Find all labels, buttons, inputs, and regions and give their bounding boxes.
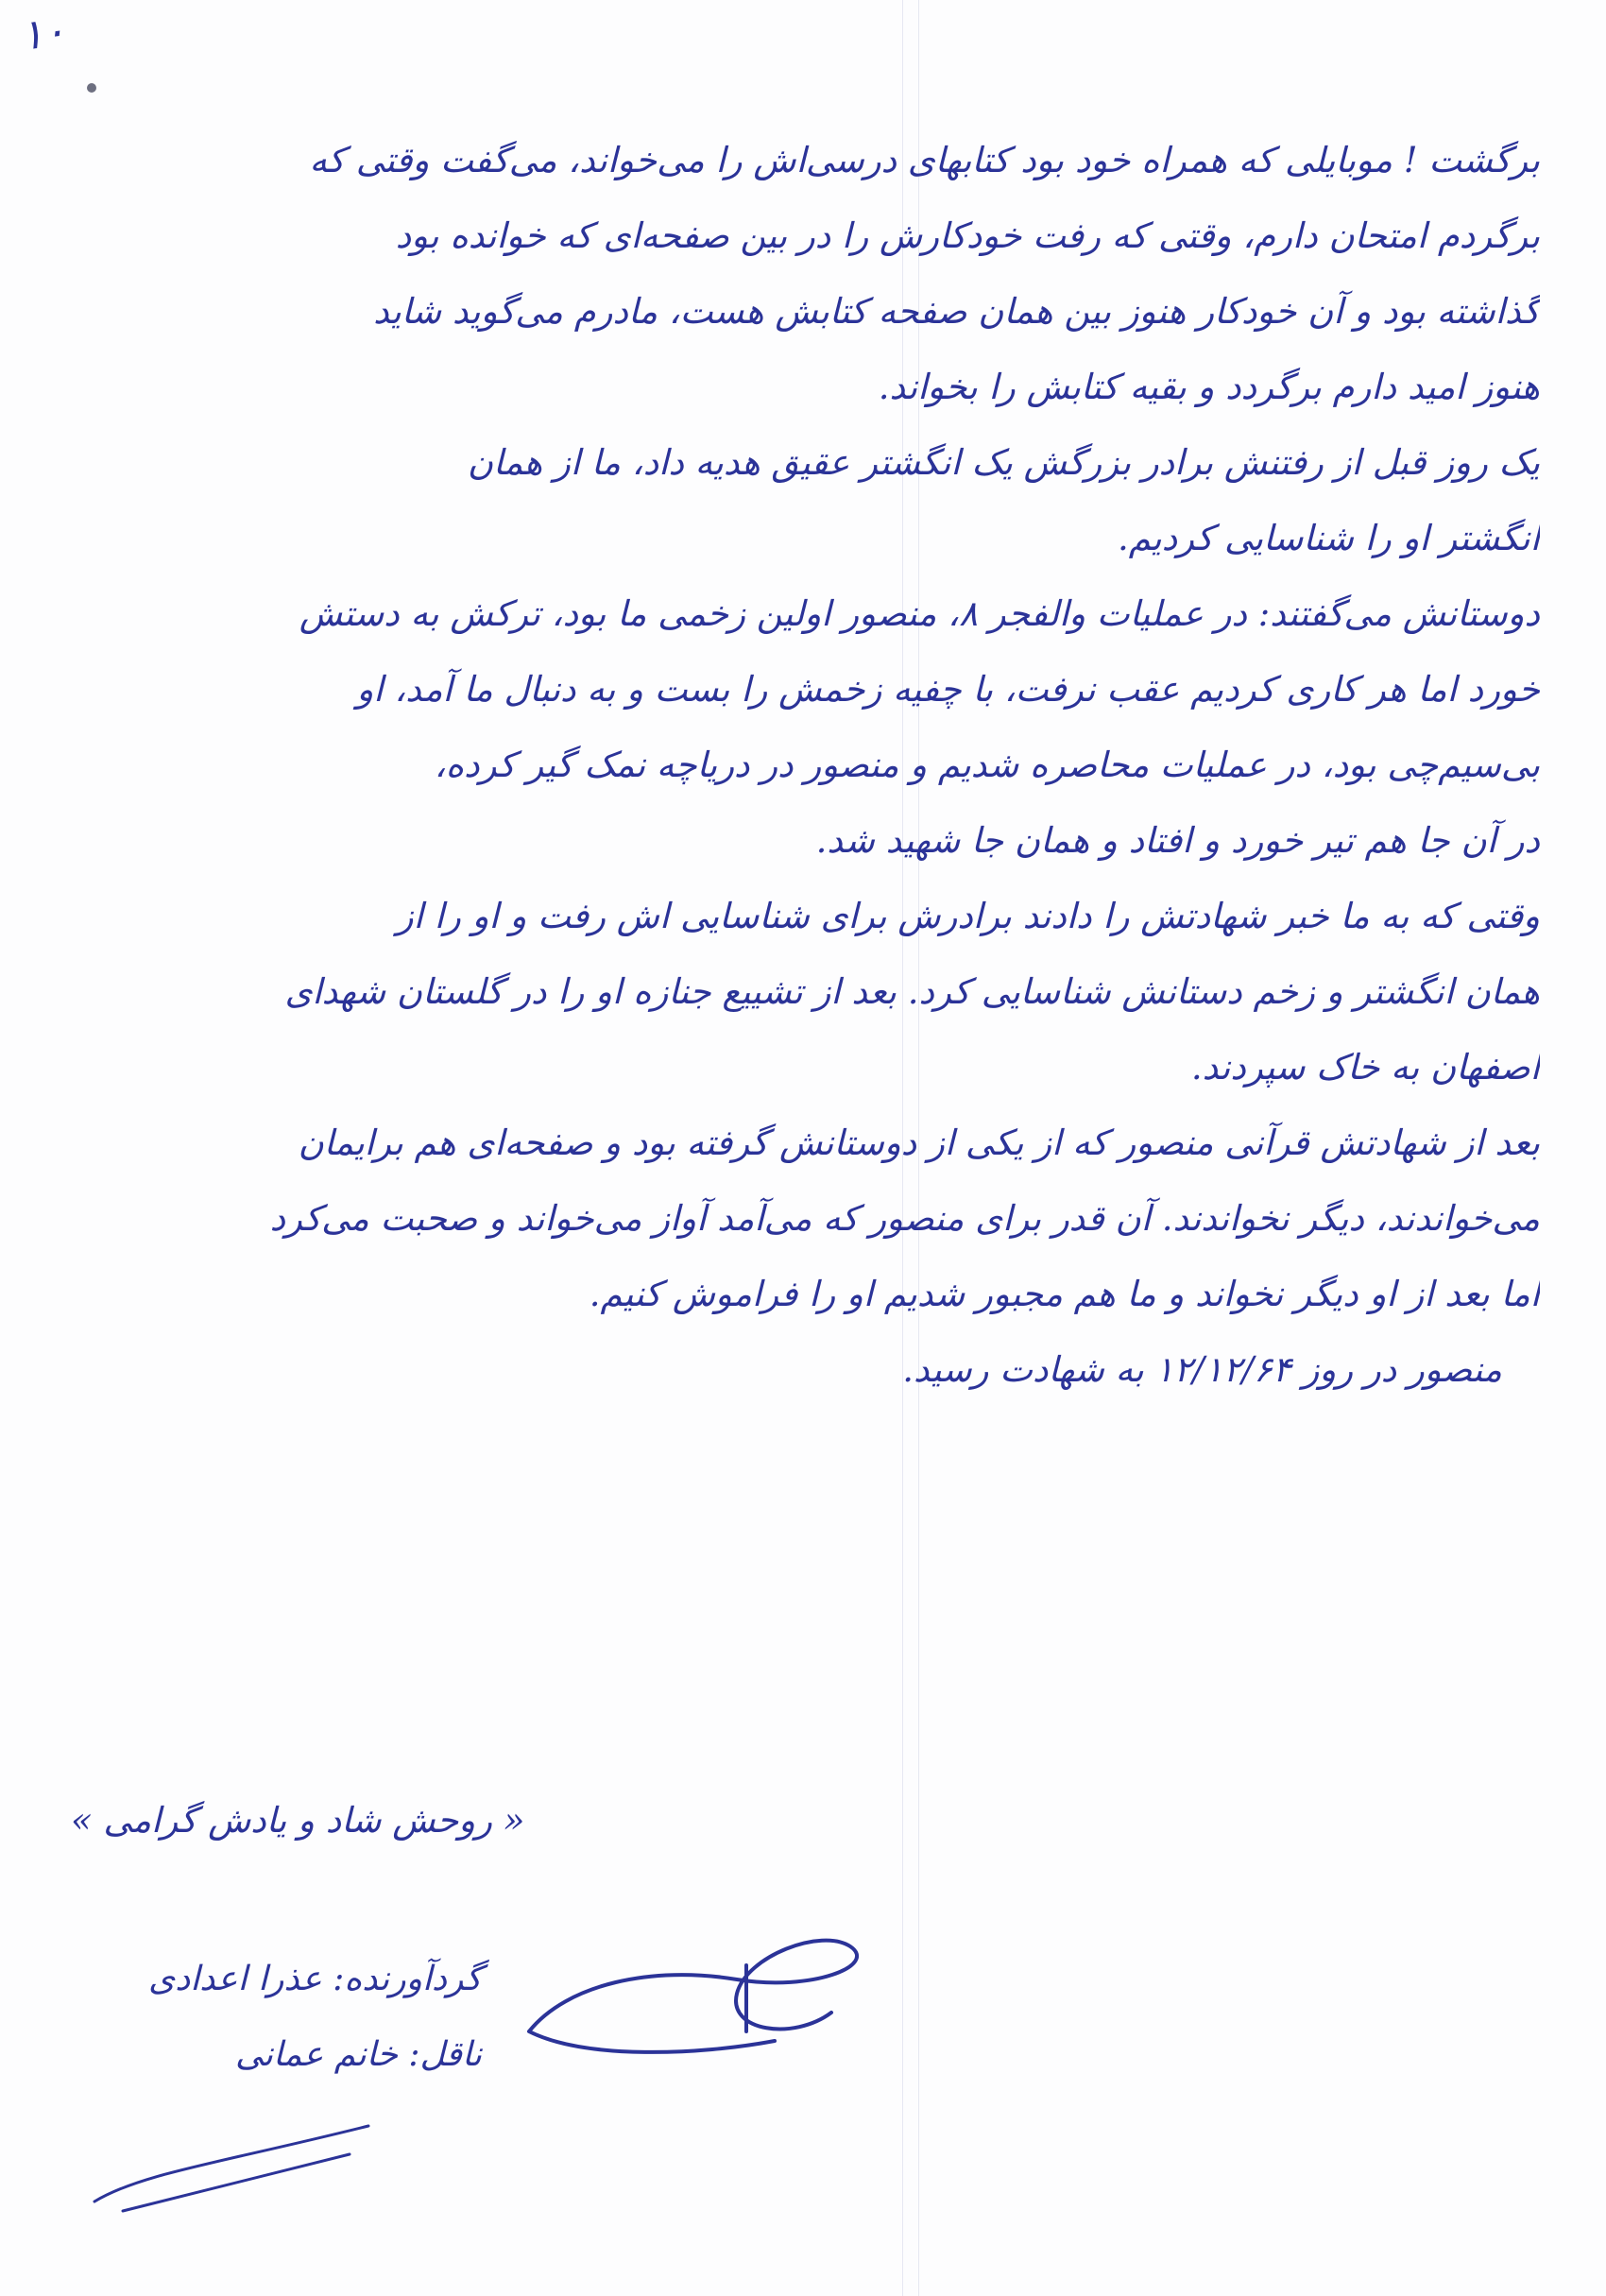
underline-flourish (85, 2107, 387, 2220)
body-line: خورد اما هر کاری کردیم عقب نرفت، با چفیه زخمش را بست و به دنبال ما آمد، او (356, 669, 1540, 710)
body-line: می‌خواندند، دیگر نخواندند. آن قدر برای منصور که می‌آمد آواز می‌خواند و صحبت می‌کرد (269, 1198, 1540, 1239)
body-line: اما بعد از او دیگر نخواند و ما هم مجبور شدیم او را فراموش کنیم. (589, 1274, 1540, 1314)
body-line: بی‌سیم‌چی بود، در عملیات محاصره شدیم و منصور در دریاچه نمک گیر کرده، (434, 745, 1540, 785)
body-line: همان انگشتر و زخم دستانش شناسایی کرد. بعد از تشییع جنازه او را در گلستان شهدای (284, 971, 1540, 1012)
body-line: یک روز قبل از رفتنش برادر بزرگش یک انگشتر عقیق هدیه داد، ما از همان (467, 442, 1540, 483)
page-number: ۱۰ (17, 6, 69, 61)
body-line: اصفهان به خاک سپردند. (1190, 1047, 1540, 1088)
body-line: انگشتر او را شناسایی کردیم. (1118, 518, 1540, 558)
body-line: منصور در روز ۱۲/۱۲/۶۴ به شهادت رسید. (902, 1349, 1502, 1390)
body-line: برگشت ! موبایلی که همراه خود بود کتابهای درسی‌اش را می‌خواند، می‌گفت وقتی که (309, 140, 1540, 180)
signature-mark (510, 1928, 907, 2069)
credits-block (142, 1942, 482, 2093)
body-line: هنوز امید دارم برگردد و بقیه کتابش را بخواند. (878, 367, 1540, 407)
body-line: در آن جا هم تیر خورد و افتاد و همان جا شهید شد. (815, 820, 1540, 861)
body-line: گذاشته بود و آن خودکار هنوز بین همان صفحه کتابش هست، مادرم می‌گوید شاید (373, 291, 1540, 332)
body-line: وقتی که به ما خبر شهادتش را دادند برادرش برای شناسایی اش رفت و او را از (396, 896, 1540, 936)
closing-blessing: « روحش شاد و یادش گرامی » (71, 1800, 525, 1841)
body-line: بعد از شهادتش قرآنی منصور که از یکی از دوستانش گرفته بود و صفحه‌ای هم برایمان (298, 1122, 1540, 1163)
ink-dot (87, 83, 96, 93)
body-line: برگردم امتحان دارم، وقتی که رفت خودکارش را در بین صفحه‌ای که خوانده بود (395, 215, 1540, 256)
author-credit: گردآورنده: عذرا اعدادی (148, 1960, 482, 1998)
narrator-credit: ناقل: خانم عمانی (235, 2035, 482, 2074)
body-line: دوستانش می‌گفتند: در عملیات والفجر ۸، منصور اولین زخمی ما بود، ترکش به دستش (299, 593, 1540, 634)
letter-body (66, 123, 1540, 1408)
